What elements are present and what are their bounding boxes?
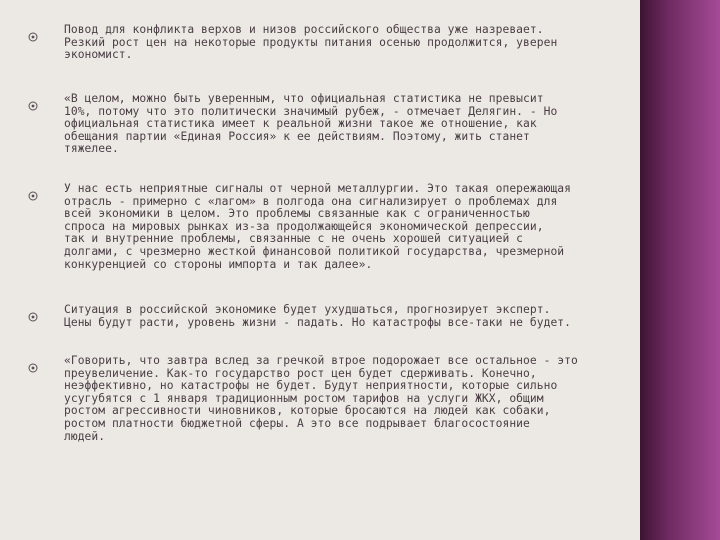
bullet-text: «Говорить, что завтра вслед за гречкой втрое подорожает все остальное - это преувеличение. Как-то государство рост цен будет сдерживать. Конечно, неэффективно, но катастрофы не будет. Будут неприятности, которые сильно усугубятся с 1 января традиционным ростом тарифов на услуги ЖКХ, общим ростом агрессивности чиновников, которые бросаются на людей как собаки, ростом платности бюджетной сферы. А это все подрывает благосостояние людей. (64, 354, 578, 443)
bullet-text: У нас есть неприятные сигналы от черной металлургии. Это такая опережающая отрасль - примерно с «лагом» в полгода она сигнализирует о проблемах для всей экономики в целом. Это проблемы связанные как с ограниченностью спроса на мировых рынках из-за продолжающейся экономической депрессии, так и внутренние проблемы, связанные с не очень хорошей ситуацией с долгами, с чрезмерно жесткой финансовой политикой государства, чрезмерной конкуренцией со стороны импорта и так далее». (64, 182, 571, 271)
bullet-target-icon (28, 27, 38, 37)
bullet-target-icon (28, 186, 38, 196)
bullet-target-icon (28, 96, 38, 106)
bullet-text: «В целом, можно быть уверенным, что официальная статистика не превысит 10%, потому что это политически значимый рубеж, - отмечает Делягин. - Но официальная статистика имеет к реальной жизни такое же отношение, как обещания партии «Единая Россия» к ее действиям. Поэтому, жить станет тяжелее. (64, 92, 558, 156)
decorative-side-panel (640, 0, 720, 540)
bullet-target-icon (28, 358, 38, 368)
bullet-text: Повод для конфликта верхов и низов российского общества уже назревает. Резкий рост цен на некоторые продукты питания осенью продолжится, уверен экономист. (64, 23, 558, 62)
bullet-target-icon (28, 307, 38, 317)
bullet-text: Ситуация в российской экономике будет ухудшаться, прогнозирует эксперт. Цены будут расти, уровень жизни - падать. Но катастрофы все-таки не будет. (64, 303, 571, 329)
